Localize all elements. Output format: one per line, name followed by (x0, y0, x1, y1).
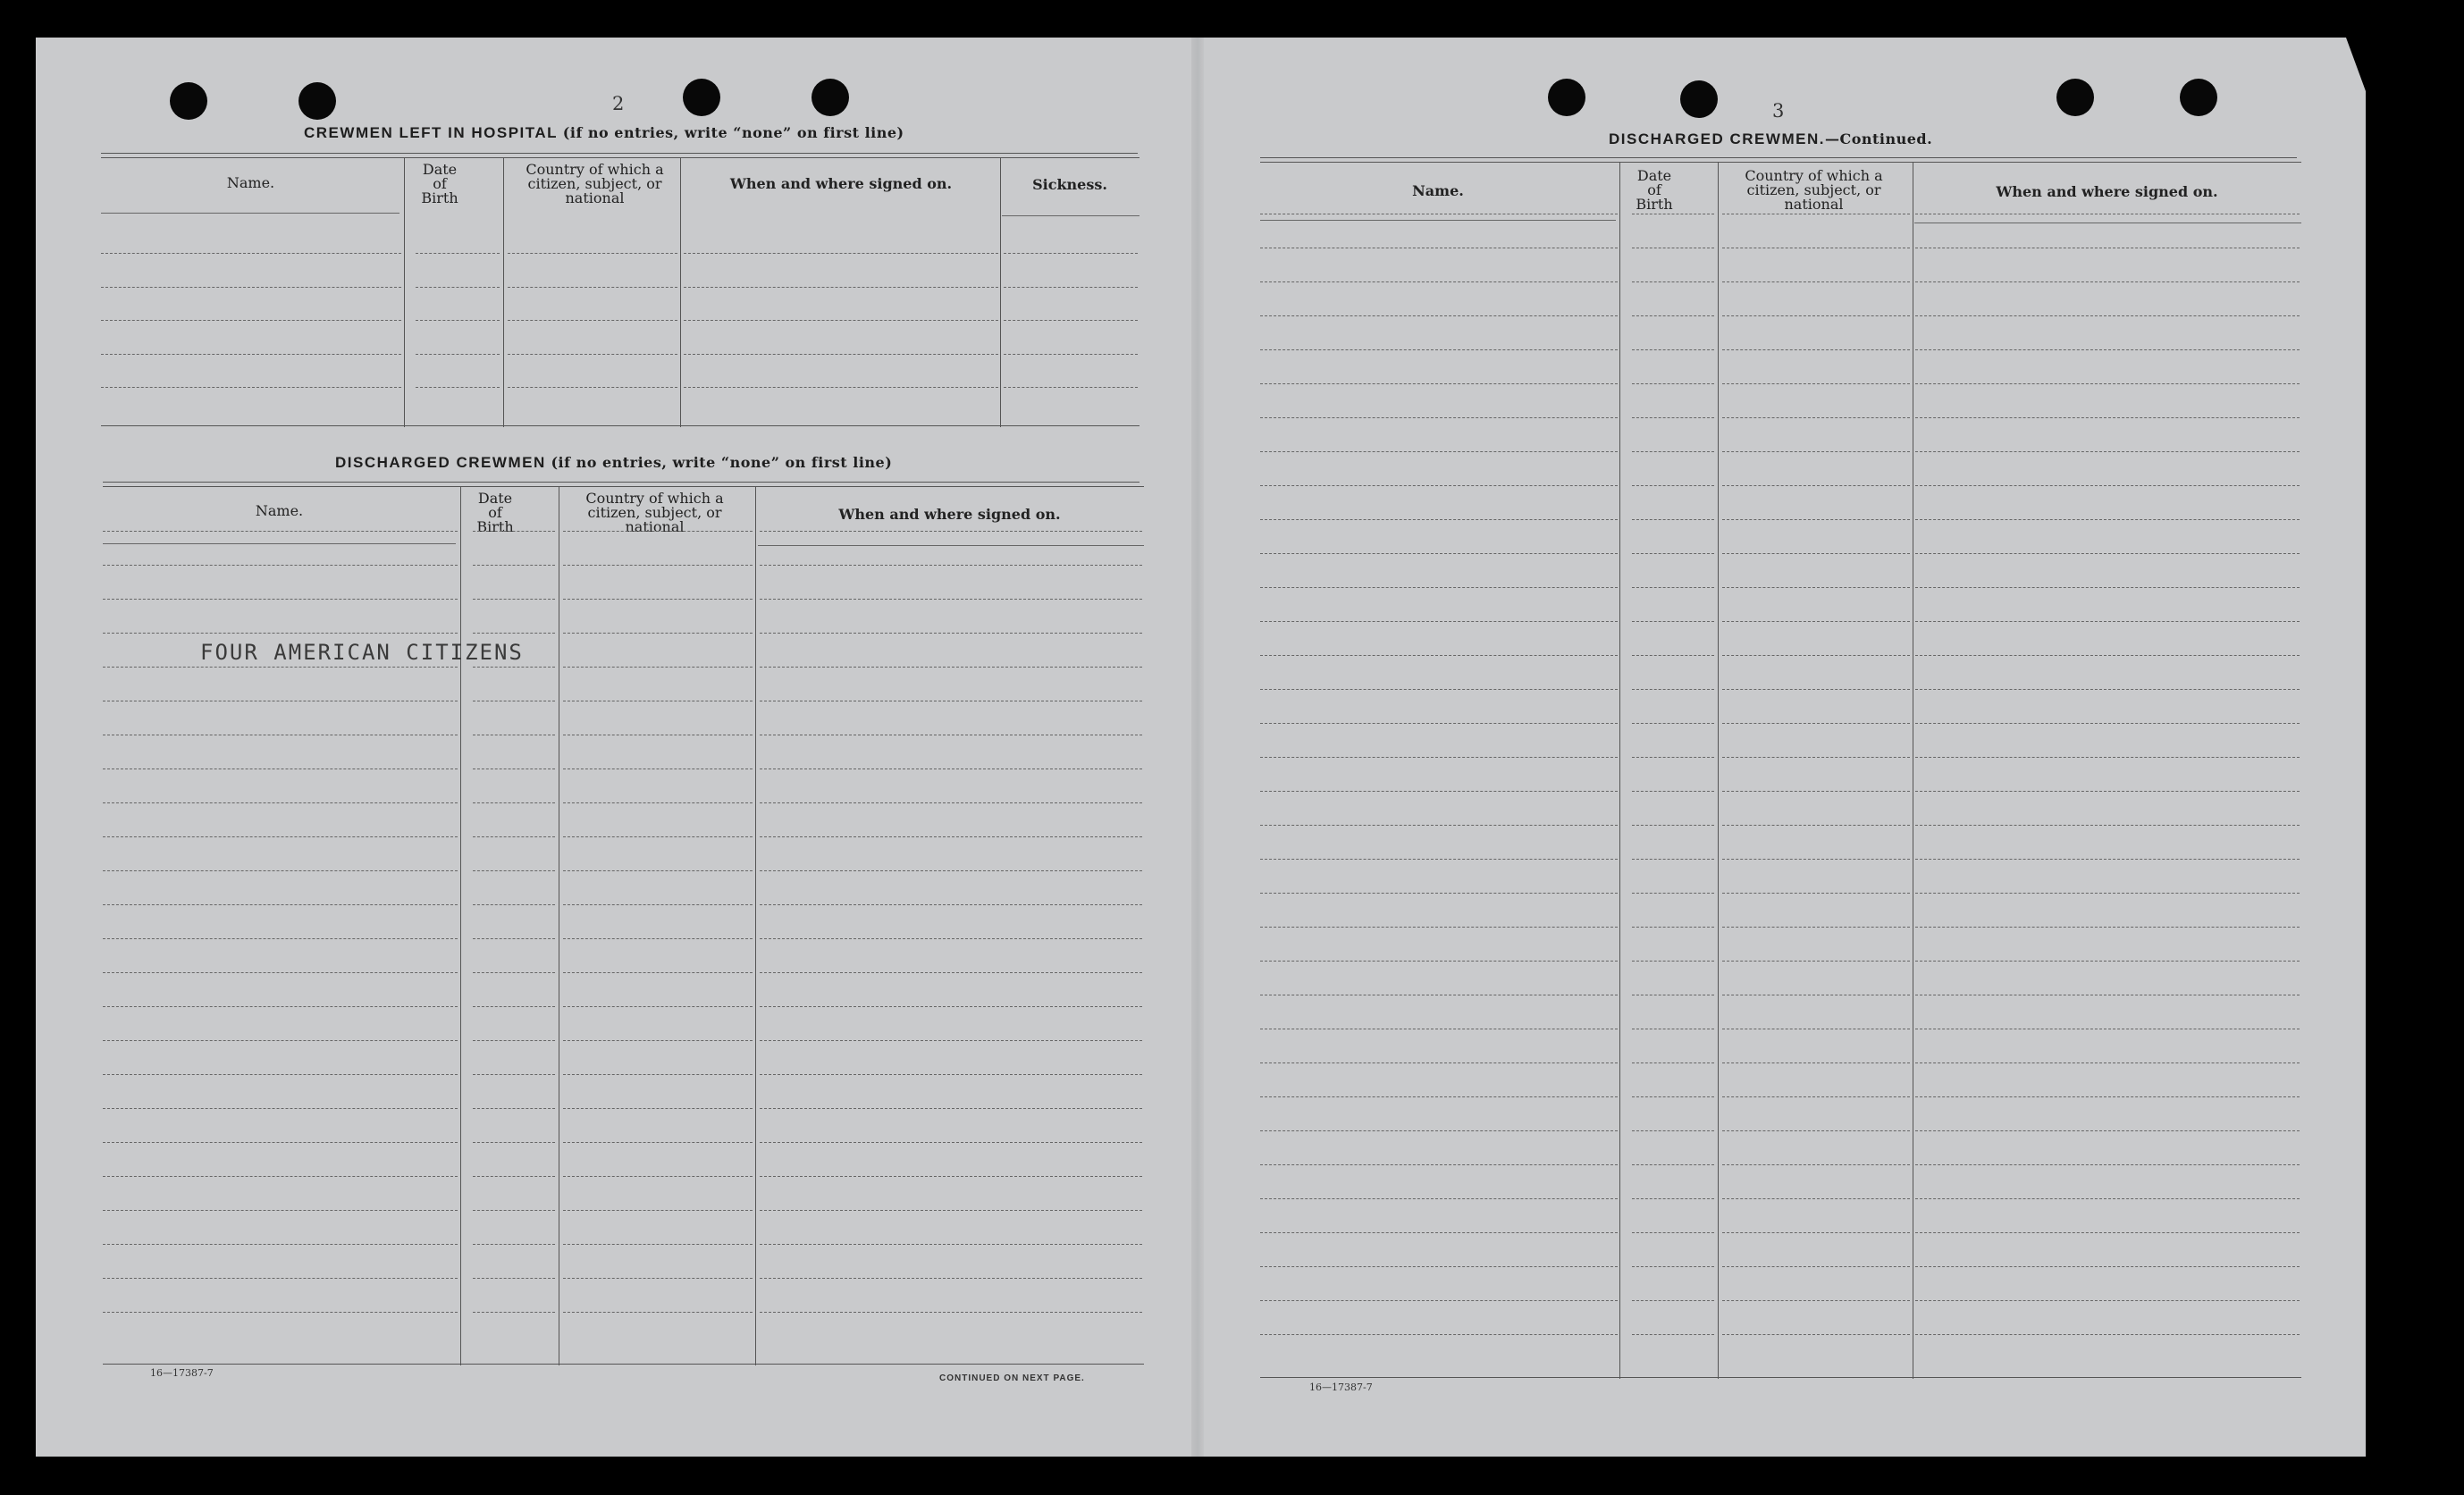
ruled-line (563, 904, 753, 905)
ruled-line (103, 836, 458, 837)
col-header-date-of-birth: Date of Birth (476, 490, 514, 535)
ruled-line (563, 599, 753, 600)
ruled-line (1632, 757, 1714, 758)
ruled-line (563, 1142, 753, 1143)
ruled-line (684, 253, 998, 254)
ruled-line (1632, 1164, 1714, 1165)
ruled-line (563, 633, 753, 634)
ruled-line (1722, 383, 1910, 384)
right-bottom-rule (1260, 1377, 2301, 1378)
ruled-line (563, 870, 753, 871)
ruled-line (1632, 1062, 1714, 1063)
ruled-line (473, 1244, 555, 1245)
ruled-line (1722, 519, 1910, 520)
ruled-line (508, 253, 677, 254)
col-divider (1718, 162, 1719, 1379)
ruled-line (1722, 655, 1910, 656)
right-title-main: DISCHARGED CREWMEN. (1609, 130, 1825, 147)
ruled-line (1722, 1232, 1910, 1233)
ruled-line (103, 1244, 458, 1245)
col-divider (1619, 162, 1620, 1379)
ruled-line (1915, 1062, 2300, 1063)
col-header-name: Name. (226, 174, 275, 191)
right-title-note: —Continued. (1824, 130, 1933, 147)
ruled-line (1722, 1198, 1910, 1199)
punch-hole (1548, 79, 1585, 116)
page-fold (1191, 38, 1204, 1457)
col-header-when-where: When and where signed on. (1996, 183, 2218, 200)
ruled-line (416, 287, 500, 288)
ruled-line (103, 972, 458, 973)
ruled-line (1632, 417, 1714, 418)
ruled-line (1632, 451, 1714, 452)
ruled-line (563, 1108, 753, 1109)
ruled-line (1260, 1096, 1618, 1097)
ruled-line (563, 1074, 753, 1075)
ruled-line (1260, 485, 1618, 486)
ruled-line (103, 1006, 458, 1007)
ruled-line (473, 1074, 555, 1075)
ruled-line (563, 1278, 753, 1279)
ruled-line (563, 836, 753, 837)
right-header-rule (1260, 162, 2301, 163)
ruled-line (1260, 1334, 1618, 1335)
ruled-line (760, 1312, 1142, 1313)
col-divider (1000, 157, 1001, 427)
ruled-line (1915, 723, 2300, 724)
hospital-bottom-rule (101, 425, 1139, 426)
ruled-line (1722, 1300, 1910, 1301)
ruled-line (1915, 315, 2300, 316)
ruled-line (760, 1278, 1142, 1279)
ruled-line (1260, 757, 1618, 758)
ruled-line (760, 1142, 1142, 1143)
ruled-line (1260, 519, 1618, 520)
ruled-line (473, 1108, 555, 1109)
ruled-line (473, 836, 555, 837)
ruled-line (1632, 383, 1714, 384)
ruled-line (103, 1176, 458, 1177)
ruled-line (1260, 417, 1618, 418)
ruled-line (103, 599, 458, 600)
ruled-line (473, 1142, 555, 1143)
punch-hole (683, 79, 720, 116)
ruled-line (563, 972, 753, 973)
ruled-line (1722, 451, 1910, 452)
ruled-line (563, 768, 753, 769)
ruled-line (1632, 349, 1714, 350)
ruled-line (760, 1244, 1142, 1245)
punch-hole (170, 82, 207, 120)
ruled-line (760, 938, 1142, 939)
ruled-line (508, 287, 677, 288)
ruled-line (1915, 961, 2300, 962)
ruled-line (1632, 961, 1714, 962)
ruled-line (1722, 281, 1910, 282)
ruled-line (1722, 1266, 1910, 1267)
ruled-line (1915, 451, 2300, 452)
ruled-line (1722, 315, 1910, 316)
punch-hole (1680, 80, 1718, 118)
ruled-line (760, 633, 1142, 634)
ruled-line (1915, 689, 2300, 690)
ruled-line (1722, 1130, 1910, 1131)
ruled-line (1004, 354, 1138, 355)
ruled-line (1915, 1300, 2300, 1301)
ruled-line (103, 870, 458, 871)
ruled-line (1722, 621, 1910, 622)
ruled-line (1632, 485, 1714, 486)
ruled-line (1260, 315, 1618, 316)
ruled-line (101, 354, 401, 355)
ruled-line (760, 565, 1142, 566)
ruled-line (473, 1006, 555, 1007)
col-header-country: Country of which a citizen, subject, or national (526, 161, 664, 206)
col-header-country: Country of which a citizen, subject, or national (585, 490, 724, 535)
ruled-line (416, 354, 500, 355)
hospital-table (101, 157, 1139, 427)
ruled-line (101, 387, 401, 388)
ruled-line (760, 1108, 1142, 1109)
ruled-line (1260, 383, 1618, 384)
ruled-line (1722, 587, 1910, 588)
ruled-line (1915, 587, 2300, 588)
ruled-line (1260, 1062, 1618, 1063)
ruled-line (1632, 689, 1714, 690)
ruled-line (1260, 1130, 1618, 1131)
col-header-name: Name. (1412, 182, 1464, 199)
ruled-line (1915, 1096, 2300, 1097)
ruled-line (101, 287, 401, 288)
ruled-line (1260, 859, 1618, 860)
ruled-line (684, 387, 998, 388)
ruled-line (1260, 1266, 1618, 1267)
ruled-line (1632, 825, 1714, 826)
ruled-line (416, 253, 500, 254)
ruled-line (1632, 1198, 1714, 1199)
ruled-line (103, 802, 458, 803)
ruled-line (473, 633, 555, 634)
ruled-line (1722, 553, 1910, 554)
form-number-right: 16—17387-7 (1309, 1382, 1373, 1393)
hospital-title-main: CREWMEN LEFT IN HOSPITAL (304, 124, 559, 141)
ruled-line (1632, 723, 1714, 724)
ruled-line (473, 972, 555, 973)
ruled-line (473, 802, 555, 803)
discharged-table (103, 486, 1144, 1365)
ruled-line (1260, 791, 1618, 792)
punch-hole (2180, 79, 2217, 116)
ruled-line (473, 1312, 555, 1313)
ruled-line (1915, 757, 2300, 758)
ruled-line (760, 768, 1142, 769)
header-underline (101, 213, 399, 214)
hospital-section-title (304, 124, 904, 142)
ruled-line (1632, 927, 1714, 928)
col-header-name: Name. (255, 502, 304, 519)
ruled-line (1004, 287, 1138, 288)
ruled-line (1915, 1130, 2300, 1131)
ruled-line (103, 768, 458, 769)
ruled-line (473, 1210, 555, 1211)
ruled-line (1632, 1334, 1714, 1335)
ruled-line (1632, 655, 1714, 656)
header-underline (1260, 220, 1616, 221)
ruled-line (1632, 1300, 1714, 1301)
ruled-line (508, 320, 677, 321)
ruled-line (473, 938, 555, 939)
ruled-line (1915, 1198, 2300, 1199)
ruled-line (760, 870, 1142, 871)
ruled-line (1004, 320, 1138, 321)
ruled-line (1915, 417, 2300, 418)
right-top-rule (1260, 157, 2297, 158)
ruled-line (473, 531, 555, 532)
ruled-line (1915, 1334, 2300, 1335)
ruled-line (563, 1244, 753, 1245)
ruled-line (1722, 1062, 1910, 1063)
ruled-line (473, 904, 555, 905)
ruled-line (1915, 485, 2300, 486)
ruled-line (563, 802, 753, 803)
ruled-line (1632, 1266, 1714, 1267)
col-header-country: Country of which a citizen, subject, or national (1745, 167, 1883, 213)
ruled-line (1260, 587, 1618, 588)
ruled-line (760, 836, 1142, 837)
ruled-line (473, 565, 555, 566)
ruled-line (1915, 1232, 2300, 1233)
ruled-line (103, 904, 458, 905)
ruled-line (508, 387, 677, 388)
continued-note: CONTINUED ON NEXT PAGE. (939, 1373, 1085, 1383)
ruled-line (760, 904, 1142, 905)
ruled-line (563, 938, 753, 939)
ruled-line (1722, 757, 1910, 758)
header-underline (1002, 215, 1139, 216)
ruled-line (1915, 621, 2300, 622)
ruled-line (1915, 825, 2300, 826)
punch-hole (812, 79, 849, 116)
ruled-line (1260, 451, 1618, 452)
ruled-line (1915, 859, 2300, 860)
ruled-line (1915, 281, 2300, 282)
ruled-line (1722, 349, 1910, 350)
header-underline (103, 543, 456, 544)
ruled-line (473, 1176, 555, 1177)
ruled-line (1632, 859, 1714, 860)
discharged-section-title (335, 454, 892, 472)
ruled-line (1260, 1232, 1618, 1233)
ruled-line (103, 1108, 458, 1109)
ruled-line (1632, 519, 1714, 520)
col-header-date-of-birth: Date of Birth (1636, 167, 1673, 213)
ruled-line (1632, 587, 1714, 588)
ruled-line (563, 531, 753, 532)
ruled-line (760, 1074, 1142, 1075)
ruled-line (416, 320, 500, 321)
ruled-line (1722, 417, 1910, 418)
ruled-line (1722, 689, 1910, 690)
ruled-line (1722, 1164, 1910, 1165)
form-number-left: 16—17387-7 (150, 1367, 214, 1379)
ruled-line (508, 354, 677, 355)
ruled-line (1915, 383, 2300, 384)
ruled-line (103, 1040, 458, 1041)
right-discharged-table (1260, 162, 2301, 1379)
ruled-line (1722, 893, 1910, 894)
ruled-line (760, 1040, 1142, 1041)
ruled-line (1260, 349, 1618, 350)
header-underline (758, 545, 1144, 546)
ruled-line (1915, 1164, 2300, 1165)
ruled-line (1004, 253, 1138, 254)
col-header-sickness: Sickness. (1032, 176, 1107, 193)
ruled-line (1915, 791, 2300, 792)
col-header-when-where: When and where signed on. (838, 506, 1061, 523)
ruled-line (1722, 485, 1910, 486)
ruled-line (1915, 553, 2300, 554)
ruled-line (473, 870, 555, 871)
ruled-line (103, 1074, 458, 1075)
col-divider (755, 486, 756, 1365)
ruled-line (1632, 791, 1714, 792)
ruled-line (760, 599, 1142, 600)
ruled-line (103, 1210, 458, 1211)
ruled-line (760, 972, 1142, 973)
col-divider (503, 157, 504, 427)
punch-hole (2056, 79, 2094, 116)
hospital-header-rule (101, 157, 1139, 158)
ruled-line (103, 633, 458, 634)
discharged-title-note: (if no entries, write “none” on first line) (551, 454, 893, 471)
col-header-when-where: When and where signed on. (729, 175, 953, 192)
typed-entry: FOUR AMERICAN CITIZENS (200, 640, 524, 665)
ruled-line (563, 1176, 753, 1177)
ruled-line (103, 531, 458, 532)
ruled-line (760, 667, 1142, 668)
col-divider (404, 157, 405, 427)
ruled-line (1260, 825, 1618, 826)
ruled-line (1260, 893, 1618, 894)
ruled-line (1260, 927, 1618, 928)
ruled-line (563, 1312, 753, 1313)
ruled-line (1632, 315, 1714, 316)
ruled-line (1260, 689, 1618, 690)
ruled-line (1915, 893, 2300, 894)
ruled-line (1632, 553, 1714, 554)
col-header-date-of-birth: Date of Birth (421, 161, 458, 206)
hospital-title-note: (if no entries, write “none” on first line) (562, 124, 904, 141)
ruled-line (760, 1210, 1142, 1211)
ruled-line (473, 768, 555, 769)
ruled-line (1722, 961, 1910, 962)
ruled-line (1722, 1096, 1910, 1097)
ruled-line (1260, 961, 1618, 962)
right-section-title (1609, 130, 1932, 148)
ruled-line (1722, 723, 1910, 724)
ruled-line (103, 1312, 458, 1313)
ruled-line (1722, 927, 1910, 928)
ruled-line (760, 1006, 1142, 1007)
ruled-line (1915, 519, 2300, 520)
ruled-line (1260, 655, 1618, 656)
ruled-line (1915, 1266, 2300, 1267)
ruled-line (1915, 349, 2300, 350)
ruled-line (563, 667, 753, 668)
punch-hole (299, 82, 336, 120)
page-number-right: 3 (1772, 100, 1785, 122)
ruled-line (103, 1142, 458, 1143)
ruled-line (760, 531, 1142, 532)
ruled-line (760, 1176, 1142, 1177)
ruled-line (760, 802, 1142, 803)
ruled-line (1260, 1198, 1618, 1199)
page-number-left: 2 (612, 93, 625, 114)
ruled-line (416, 387, 500, 388)
ruled-line (1260, 723, 1618, 724)
ruled-line (563, 1040, 753, 1041)
ruled-line (103, 667, 458, 668)
ruled-line (1722, 1334, 1910, 1335)
ruled-line (473, 1278, 555, 1279)
ruled-line (684, 287, 998, 288)
ruled-line (1915, 655, 2300, 656)
discharged-top-rule (103, 482, 1139, 483)
ruled-line (563, 1210, 753, 1211)
ruled-line (473, 667, 555, 668)
hospital-top-rule (101, 153, 1138, 154)
ruled-line (684, 354, 998, 355)
ruled-line (1632, 893, 1714, 894)
ruled-line (1722, 791, 1910, 792)
ruled-line (1260, 553, 1618, 554)
ruled-line (101, 320, 401, 321)
ruled-line (1260, 281, 1618, 282)
ruled-line (1632, 1130, 1714, 1131)
ruled-line (1004, 387, 1138, 388)
ruled-line (1632, 281, 1714, 282)
ruled-line (473, 599, 555, 600)
ruled-line (101, 253, 401, 254)
ruled-line (1260, 621, 1618, 622)
ruled-line (563, 565, 753, 566)
ruled-line (1632, 621, 1714, 622)
ruled-line (103, 565, 458, 566)
ruled-line (1632, 1096, 1714, 1097)
ruled-line (103, 1278, 458, 1279)
ruled-line (1260, 1164, 1618, 1165)
ruled-line (684, 320, 998, 321)
ruled-line (1722, 859, 1910, 860)
discharged-title-main: DISCHARGED CREWMEN (335, 454, 546, 471)
discharged-bottom-rule (103, 1364, 1144, 1365)
ruled-line (103, 938, 458, 939)
ruled-line (1260, 1300, 1618, 1301)
ruled-line (1915, 927, 2300, 928)
ruled-line (1722, 825, 1910, 826)
col-divider (460, 486, 461, 1365)
ruled-line (563, 1006, 753, 1007)
discharged-header-rule (103, 486, 1144, 487)
ruled-line (473, 1040, 555, 1041)
ruled-line (1632, 1232, 1714, 1233)
